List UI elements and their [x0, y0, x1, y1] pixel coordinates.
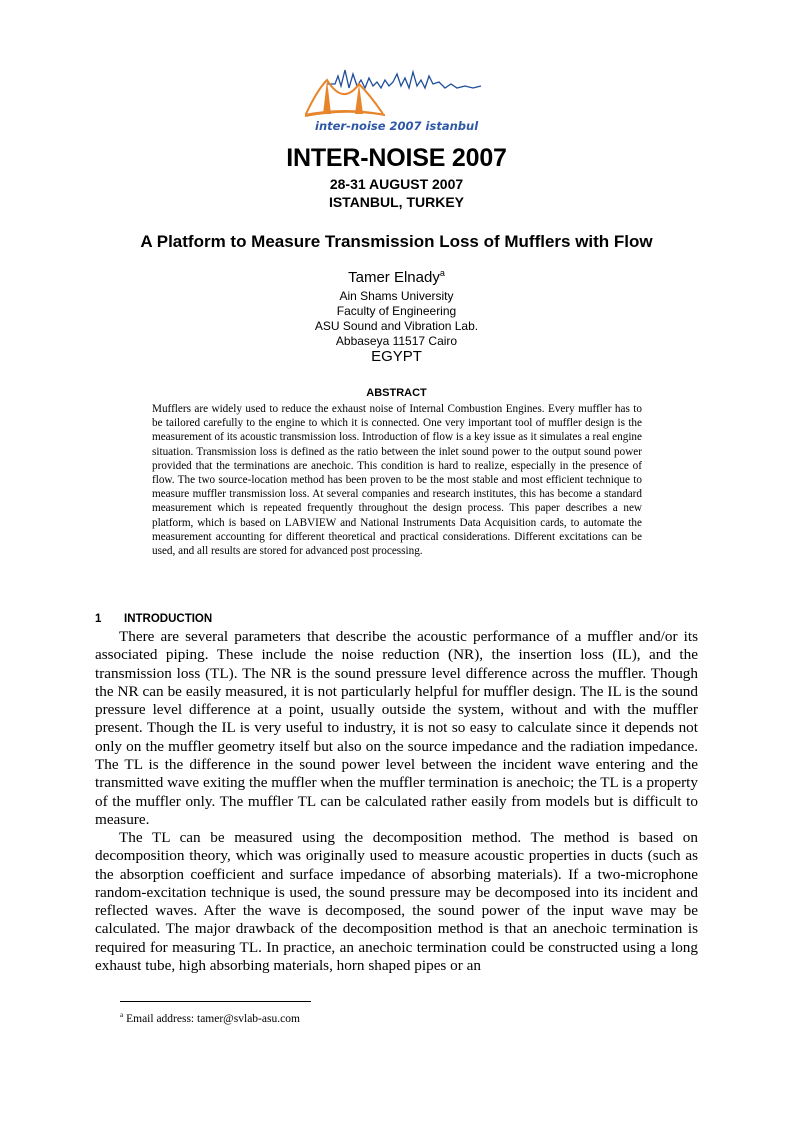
affiliation-line: Ain Shams University — [339, 289, 454, 303]
author-footnote-mark: a — [439, 268, 445, 278]
affiliation-line: Abbaseya 11517 Cairo — [335, 334, 458, 348]
footnote-mark: a — [120, 1011, 124, 1020]
conference-logo — [305, 62, 495, 134]
conference-date: 28-31 AUGUST 2007 — [329, 176, 464, 192]
affiliation-line: ASU Sound and Vibration Lab. — [314, 319, 479, 333]
author-name — [0, 269, 793, 287]
body-paragraph: The TL can be measured using the decomposition method. The method is based on decomposition theory, which was originally used to measure acoustic properties in ducts (such as the absorption coefficient and surface impedance of absorbing materials). If a two-microphone random-excitation technique is used, the sound pressure may be decomposed into its incident and reflected waves. After the wave is decomposed, the sound power of the input wave may be calculated. The major drawback of the decomposition method is that an anechoic termination is required for measuring TL. In practice, an anechoic termination could be constructed using a long exhaust tube, high absorbing materials, horn shaped pipes or an — [95, 829, 698, 975]
author-name-text: Tamer Elnady — [348, 269, 440, 286]
section-heading — [95, 612, 212, 626]
paper-title: A Platform to Measure Transmission Loss of Mufflers with Flow — [140, 232, 653, 251]
conference-title: INTER-NOISE 2007 — [286, 144, 507, 172]
section-title: INTRODUCTION — [124, 613, 213, 625]
abstract-text: Mufflers are widely used to reduce the exhaust noise of Internal Combustion Engines. Every muffler has to be tailored carefully to the engine to which it is connected. One very important tool of muffler design is the measurement of its acoustic transmission loss. Introduction of flow is a key issue as it simulates a real engine situation. Transmission loss is defined as the ratio between the inlet sound power to the output sound power provided that the terminations are anechoic. This condition is hard to realize, especially in the presence of flow. The two source-location method has been proven to be the most stable and most efficient technique to measure muffler transmission loss. At several companies and research institutes, this has become a standard measurement which is repeated frequently throughout the design process. This paper describes a new platform, which is based on LABVIEW and National Instruments Data Acquisition cards, to automate the measurement accounting for different theoretical and practical considerations. Different excitations can be used, and all results are stored for advanced post processing. — [152, 403, 642, 558]
footnote — [120, 1012, 300, 1026]
section-number: 1 — [95, 613, 102, 625]
abstract-heading: ABSTRACT — [366, 387, 427, 399]
footnote-divider — [120, 1001, 311, 1002]
conference-place: ISTANBUL, TURKEY — [328, 194, 465, 210]
body-paragraph: There are several parameters that describe the acoustic performance of a muffler and/or its associated piping. These include the noise reduction (NR), the insertion loss (IL), and the transmission loss (TL). The NR is the sound pressure level difference across the muffler. Though the NR can be easily measured, it is not particularly helpful for muffler design. The IL is the sound pressure level difference at a point, usually outside the system, without and with the muffler present. Though the IL is very useful to industry, it is not so easy to calculate since it depends not only on the muffler geometry itself but also on the source impedance and the radiation impedance. The TL is the difference in the sound power level between the incident wave entering and the transmitted wave exiting the muffler when the muffler termination is anechoic; the TL is a property of the muffler only. The muffler TL can be calculated rather easily from models but is difficult to measure. — [95, 628, 698, 828]
author-country: EGYPT — [371, 348, 422, 365]
logo-text: inter-noise 2007 istanbul — [315, 119, 479, 133]
affiliation-line: Faculty of Engineering — [336, 304, 457, 318]
footnote-text: Email address: tamer@svlab-asu.com — [126, 1013, 300, 1025]
